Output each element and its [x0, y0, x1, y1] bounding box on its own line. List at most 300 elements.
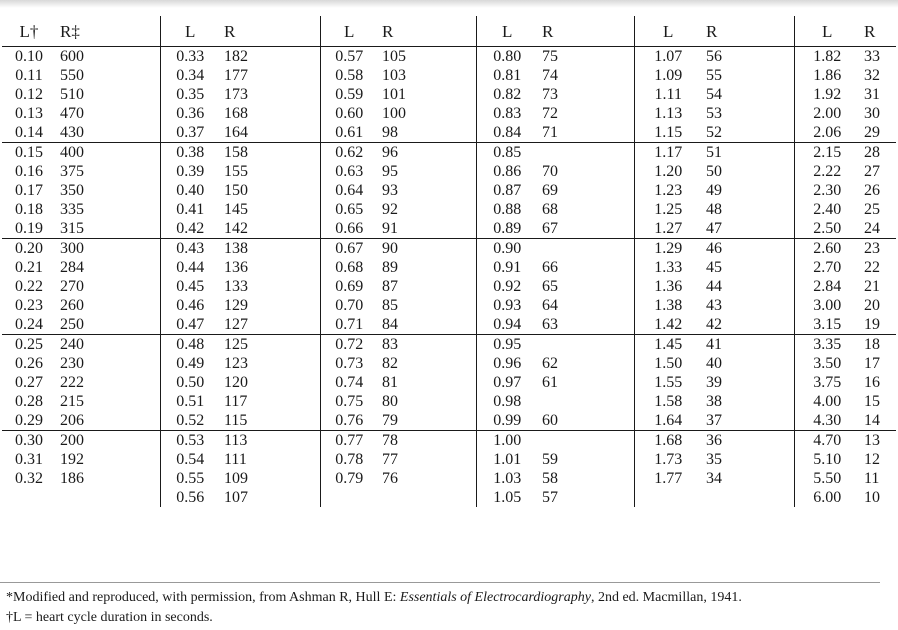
cycle-length-cell: 0.55 [176, 470, 205, 487]
cycle-length-cell: 0.90 [493, 240, 522, 257]
rate-cell: 117 [220, 392, 320, 411]
rate-cell: 168 [220, 104, 320, 123]
rate-cell: 206 [56, 411, 160, 431]
cycle-length-cell: 0.49 [176, 355, 205, 372]
rate-cell: 10 [864, 489, 880, 506]
cycle-length-cell: 1.38 [654, 297, 683, 314]
rate-cell: 182 [220, 47, 320, 67]
cycle-length-cell: 0.95 [493, 336, 522, 353]
cycle-length-cell: 0.46 [176, 297, 205, 314]
column-header-l: L† [2, 16, 56, 47]
table-row [2, 277, 896, 296]
rate-cell: 375 [56, 162, 160, 181]
cycle-length-cell: 0.44 [176, 259, 205, 276]
rate-cell: 29 [860, 123, 896, 143]
cycle-length-cell: 0.80 [493, 48, 522, 65]
rate-cell: 300 [56, 239, 160, 259]
cycle-length-cell: 0.72 [335, 336, 364, 353]
rate-cell: 89 [378, 258, 476, 277]
cycle-length-cell: 1.13 [654, 105, 683, 122]
rate-cell: 72 [538, 104, 634, 123]
table-row [2, 488, 896, 507]
rate-cell: 109 [220, 469, 320, 488]
footnote-l-definition: †L = heart cycle duration in seconds. [6, 610, 213, 625]
rate-cell: 164 [220, 123, 320, 143]
table-row [2, 315, 896, 335]
cycle-length-cell: 2.84 [813, 278, 842, 295]
cycle-length-cell: 0.86 [493, 163, 522, 180]
rate-cell: 150 [220, 181, 320, 200]
rate-cell: 95 [378, 162, 476, 181]
cycle-length-cell: 0.93 [493, 297, 522, 314]
cycle-length-cell: 0.43 [176, 240, 205, 257]
rate-cell: 120 [220, 373, 320, 392]
cycle-length-cell: 5.50 [813, 470, 842, 487]
rate-cell: 52 [702, 123, 794, 143]
rate-cell: 44 [702, 277, 794, 296]
rate-cell: 83 [378, 335, 476, 355]
cycle-length-cell: 0.99 [476, 411, 538, 431]
rate-cell: 260 [56, 296, 160, 315]
rate-cell: 138 [220, 239, 320, 259]
cycle-length-cell: 0.59 [335, 86, 364, 103]
rate-cell: 18 [864, 336, 880, 353]
cycle-length-cell: 1.25 [654, 201, 683, 218]
cycle-length-cell: 0.78 [335, 451, 364, 468]
rate-cell: 43 [702, 296, 794, 315]
cycle-length-cell: 0.52 [160, 411, 220, 431]
cycle-length-cell: 0.94 [476, 315, 538, 335]
rate-cell: 71 [538, 123, 634, 143]
rate-cell: 61 [538, 373, 634, 392]
rate-cell: 103 [378, 66, 476, 85]
cycle-length-cell: 0.75 [335, 393, 364, 410]
column-header-l: L [634, 16, 702, 47]
rate-cell: 27 [864, 163, 880, 180]
cycle-length-cell: 0.25 [15, 336, 43, 353]
rate-cell: 80 [378, 392, 476, 411]
rate-cell: 22 [864, 259, 880, 276]
rate-cell: 32 [864, 67, 880, 84]
table-row [2, 219, 896, 239]
rate-cell: 79 [378, 411, 476, 431]
rate-cell: 26 [864, 182, 880, 199]
rate-cell: 13 [864, 432, 880, 449]
rate-cell: 136 [220, 258, 320, 277]
cycle-length-cell: 0.35 [176, 86, 205, 103]
rate-cell: 145 [220, 200, 320, 219]
rate-cell [538, 335, 634, 355]
cycle-length-cell: 0.89 [476, 219, 538, 239]
rate-cell: 127 [220, 315, 320, 335]
rate-cell: 87 [378, 277, 476, 296]
rate-cell: 14 [860, 411, 896, 431]
table-row [2, 354, 896, 373]
rate-cell: 20 [864, 297, 880, 314]
cycle-length-cell: 0.79 [335, 470, 364, 487]
rate-cell: 49 [702, 181, 794, 200]
rate-cell: 470 [56, 104, 160, 123]
cycle-length-cell: 2.70 [813, 259, 842, 276]
cycle-length-cell: 0.92 [493, 278, 522, 295]
cycle-length-cell: 1.77 [654, 470, 683, 487]
rate-cell [538, 431, 634, 451]
table-row [2, 66, 896, 85]
rate-cell: 142 [220, 219, 320, 239]
footnote-rule [0, 582, 880, 583]
column-header-r: R [702, 16, 794, 47]
table-row [2, 450, 896, 469]
cycle-length-cell: 0.61 [320, 123, 378, 143]
rate-cell [538, 143, 634, 163]
cycle-length-cell: 0.10 [15, 48, 43, 65]
table-row [2, 469, 896, 488]
cycle-length-cell: 1.45 [654, 336, 683, 353]
cycle-length-cell: 0.24 [2, 315, 56, 335]
cycle-length-cell: 0.53 [176, 432, 205, 449]
rate-cell: 107 [220, 488, 320, 507]
footnote-source-suffix: , 2nd ed. Macmillan, 1941. [590, 590, 742, 605]
rate-cell: 85 [378, 296, 476, 315]
rate-cell: 53 [702, 104, 794, 123]
cycle-length-cell [320, 488, 378, 507]
cycle-length-cell: 1.29 [654, 240, 683, 257]
rate-cell: 45 [702, 258, 794, 277]
rate-cell: 69 [538, 181, 634, 200]
cycle-length-cell: 0.22 [15, 278, 43, 295]
cycle-length-cell: 0.58 [335, 67, 364, 84]
rate-cell: 65 [538, 277, 634, 296]
cycle-length-cell: 0.11 [15, 67, 43, 84]
cycle-length-cell: 0.98 [493, 393, 522, 410]
rate-cell: 430 [56, 123, 160, 143]
table-row [2, 200, 896, 219]
rate-cell: 28 [864, 144, 880, 161]
rate-cell: 350 [56, 181, 160, 200]
cycle-length-cell: 0.30 [15, 432, 43, 449]
cycle-length-cell: 1.58 [654, 393, 683, 410]
cycle-length-cell: 0.48 [176, 336, 205, 353]
cycle-length-cell: 0.17 [15, 182, 43, 199]
rate-cell: 25 [864, 201, 880, 218]
cycle-length-cell: 3.75 [813, 374, 842, 391]
cycle-length-cell: 2.06 [794, 123, 860, 143]
cycle-length-cell: 0.63 [335, 163, 364, 180]
rate-cell: 60 [538, 411, 634, 431]
cycle-length-cell: 0.27 [15, 374, 43, 391]
cycle-length-cell: 0.13 [15, 105, 43, 122]
table-row [2, 143, 896, 163]
rate-cell: 19 [860, 315, 896, 335]
cycle-length-cell: 3.00 [813, 297, 842, 314]
cycle-length-cell: 0.38 [176, 144, 205, 161]
cycle-length-cell: 1.09 [654, 67, 683, 84]
cycle-length-cell: 0.68 [335, 259, 364, 276]
cycle-length-cell: 0.91 [493, 259, 522, 276]
cycle-length-cell: 3.15 [794, 315, 860, 335]
cycle-length-cell: 0.47 [160, 315, 220, 335]
table-row [2, 392, 896, 411]
cycle-length-cell: 1.11 [654, 86, 682, 103]
column-header-r: R [378, 16, 476, 47]
rate-cell: 81 [378, 373, 476, 392]
cycle-length-cell: 0.34 [176, 67, 205, 84]
rate-cell: 90 [378, 239, 476, 259]
rate-cell: 84 [378, 315, 476, 335]
rate-cell: 63 [538, 315, 634, 335]
table-row [2, 411, 896, 431]
cycle-length-cell: 0.29 [2, 411, 56, 431]
heart-rate-table [2, 16, 896, 507]
cycle-length-cell: 4.00 [813, 393, 842, 410]
cycle-length-cell: 0.84 [476, 123, 538, 143]
rate-cell: 34 [702, 469, 794, 488]
rate-cell: 51 [702, 143, 794, 163]
rate-cell: 47 [702, 219, 794, 239]
rate-cell: 510 [56, 85, 160, 104]
cycle-length-cell [634, 488, 702, 507]
table-header-row [2, 16, 896, 47]
cycle-length-cell: 0.54 [176, 451, 205, 468]
cycle-length-cell: 1.86 [813, 67, 842, 84]
cycle-length-cell: 0.66 [320, 219, 378, 239]
rate-cell: 76 [378, 469, 476, 488]
column-header-l: L [476, 16, 538, 47]
rate-cell: 240 [56, 335, 160, 355]
cycle-length-cell: 0.62 [335, 144, 364, 161]
rate-cell: 155 [220, 162, 320, 181]
cycle-length-cell: 0.83 [493, 105, 522, 122]
rate-cell: 37 [702, 411, 794, 431]
rate-cell: 35 [702, 450, 794, 469]
cycle-length-cell: 1.17 [654, 144, 683, 161]
rate-cell: 177 [220, 66, 320, 85]
cycle-length-cell: 1.73 [654, 451, 683, 468]
cycle-length-cell: 0.73 [335, 355, 364, 372]
rate-cell: 101 [378, 85, 476, 104]
table-row [2, 431, 896, 451]
rate-cell: 113 [220, 431, 320, 451]
rate-cell: 96 [378, 143, 476, 163]
cycle-length-cell: 0.12 [15, 86, 43, 103]
table-row [2, 85, 896, 104]
rate-cell: 250 [56, 315, 160, 335]
rate-cell: 41 [702, 335, 794, 355]
rate-cell: 15 [864, 393, 880, 410]
rate-cell: 38 [702, 392, 794, 411]
rate-cell: 400 [56, 143, 160, 163]
cycle-length-cell: 1.23 [654, 182, 683, 199]
cycle-length-cell: 0.42 [160, 219, 220, 239]
rate-cell: 70 [538, 162, 634, 181]
rate-cell: 91 [378, 219, 476, 239]
column-header-r: R [538, 16, 634, 47]
cycle-length-cell: 0.20 [15, 240, 43, 257]
cycle-length-cell: 0.51 [176, 393, 205, 410]
column-header-r: R [220, 16, 320, 47]
cycle-length-cell: 0.57 [335, 48, 364, 65]
cycle-length-cell: 0.87 [493, 182, 522, 199]
rate-cell: 173 [220, 85, 320, 104]
cycle-length-cell: 1.33 [654, 259, 683, 276]
cycle-length-cell: 0.74 [335, 374, 364, 391]
cycle-length-cell: 0.56 [176, 489, 205, 506]
cycle-length-cell: 0.26 [15, 355, 43, 372]
table-row [2, 239, 896, 259]
rate-cell: 98 [378, 123, 476, 143]
rate-cell [538, 392, 634, 411]
cycle-length-cell: 1.50 [654, 355, 683, 372]
rate-cell: 115 [220, 411, 320, 431]
cycle-length-cell: 0.39 [176, 163, 205, 180]
rate-cell: 158 [220, 143, 320, 163]
cycle-length-cell: 0.69 [335, 278, 364, 295]
cycle-length-cell: 1.07 [654, 48, 683, 65]
cycle-length-cell: 3.35 [813, 336, 842, 353]
cycle-length-cell: 0.28 [15, 393, 43, 410]
rate-cell: 40 [702, 354, 794, 373]
cycle-length-cell: 2.22 [813, 163, 842, 180]
table-row [2, 123, 896, 143]
cycle-length-cell: 0.70 [335, 297, 364, 314]
table-row [2, 373, 896, 392]
cycle-length-cell: 0.65 [335, 201, 364, 218]
rate-cell: 57 [538, 488, 634, 507]
rate-cell: 11 [864, 470, 880, 487]
table-body [2, 47, 896, 508]
table-row [2, 47, 896, 67]
rate-cell: 93 [378, 181, 476, 200]
rate-cell: 315 [56, 219, 160, 239]
rate-cell: 12 [864, 451, 880, 468]
rate-cell: 54 [702, 85, 794, 104]
rate-cell: 64 [538, 296, 634, 315]
cycle-length-cell: 1.00 [493, 432, 522, 449]
cycle-length-cell: 2.00 [813, 105, 842, 122]
table-row [2, 335, 896, 355]
cycle-length-cell: 2.40 [813, 201, 842, 218]
cycle-length-cell: 0.81 [493, 67, 522, 84]
rate-cell: 105 [378, 47, 476, 67]
cycle-length-cell: 2.60 [813, 240, 842, 257]
cycle-length-cell: 0.77 [335, 432, 364, 449]
rate-cell: 284 [56, 258, 160, 277]
rate-cell: 111 [220, 450, 320, 469]
rate-cell: 75 [538, 47, 634, 67]
rate-cell: 17 [864, 355, 880, 372]
cycle-length-cell: 3.50 [813, 355, 842, 372]
rate-cell: 46 [702, 239, 794, 259]
rate-cell: 186 [56, 469, 160, 488]
rate-cell: 23 [864, 240, 880, 257]
cycle-length-cell: 0.45 [176, 278, 205, 295]
rate-cell: 100 [378, 104, 476, 123]
cycle-length-cell: 0.15 [15, 144, 43, 161]
rate-cell: 222 [56, 373, 160, 392]
cycle-length-cell: 0.23 [15, 297, 43, 314]
rate-cell: 92 [378, 200, 476, 219]
cycle-length-cell: 0.64 [335, 182, 364, 199]
cycle-length-cell: 1.68 [654, 432, 683, 449]
cycle-length-cell: 1.64 [634, 411, 702, 431]
cycle-length-cell: 0.14 [2, 123, 56, 143]
cycle-length-cell: 1.01 [493, 451, 522, 468]
cycle-length-cell: 6.00 [813, 489, 842, 506]
rate-cell: 82 [378, 354, 476, 373]
rate-cell: 50 [702, 162, 794, 181]
rate-cell: 58 [538, 469, 634, 488]
cycle-length-cell: 1.36 [654, 278, 683, 295]
cycle-length-cell: 0.32 [15, 470, 43, 487]
rate-cell: 36 [702, 431, 794, 451]
column-header-l: L [320, 16, 378, 47]
rate-cell [538, 239, 634, 259]
table-row [2, 181, 896, 200]
cycle-length-cell: 1.20 [654, 163, 683, 180]
cycle-length-cell: 0.18 [15, 201, 43, 218]
rate-cell: 129 [220, 296, 320, 315]
cycle-length-cell: 0.41 [176, 201, 205, 218]
cycle-length-cell: 0.67 [335, 240, 364, 257]
rate-cell: 33 [864, 48, 880, 65]
cycle-length-cell: 2.50 [794, 219, 860, 239]
rate-cell: 125 [220, 335, 320, 355]
table-row [2, 104, 896, 123]
cycle-length-cell: 4.30 [794, 411, 860, 431]
cycle-length-cell: 0.31 [15, 451, 43, 468]
cycle-length-cell: 1.42 [634, 315, 702, 335]
cycle-length-cell: 5.10 [813, 451, 842, 468]
column-header-l: L [794, 16, 860, 47]
cycle-length-cell: 0.96 [493, 355, 522, 372]
cycle-length-cell: 0.16 [15, 163, 43, 180]
rate-cell: 600 [56, 47, 160, 67]
cycle-length-cell: 0.60 [335, 105, 364, 122]
cycle-length-cell: 0.50 [176, 374, 205, 391]
column-header-r: R‡ [56, 16, 160, 47]
rate-cell: 215 [56, 392, 160, 411]
rate-cell: 39 [702, 373, 794, 392]
rate-cell [56, 488, 160, 507]
cycle-length-cell: 4.70 [813, 432, 842, 449]
footnote-source-title: Essentials of Electrocardiography [399, 590, 591, 605]
rate-cell: 67 [538, 219, 634, 239]
rate-cell: 66 [538, 258, 634, 277]
cycle-length-cell: 1.55 [654, 374, 683, 391]
rate-cell: 31 [864, 86, 880, 103]
table-row [2, 162, 896, 181]
cycle-length-cell: 1.15 [634, 123, 702, 143]
column-header-r: R [860, 16, 896, 47]
table-row [2, 258, 896, 277]
rate-cell: 78 [378, 431, 476, 451]
cycle-length-cell: 0.88 [493, 201, 522, 218]
footnote-source-prefix: *Modified and reproduced, with permission, from Ashman R, Hull E: [6, 590, 400, 605]
cycle-length-cell: 0.36 [176, 105, 205, 122]
rate-cell: 21 [864, 278, 880, 295]
rate-cell: 55 [702, 66, 794, 85]
rate-cell: 123 [220, 354, 320, 373]
cycle-length-cell: 0.19 [2, 219, 56, 239]
rate-cell: 200 [56, 431, 160, 451]
cycle-length-cell: 1.05 [493, 489, 522, 506]
cycle-length-cell: 0.37 [160, 123, 220, 143]
rate-cell: 48 [702, 200, 794, 219]
rate-cell: 192 [56, 450, 160, 469]
cycle-length-cell [2, 488, 56, 507]
rate-cell [378, 488, 476, 507]
rate-cell: 62 [538, 354, 634, 373]
